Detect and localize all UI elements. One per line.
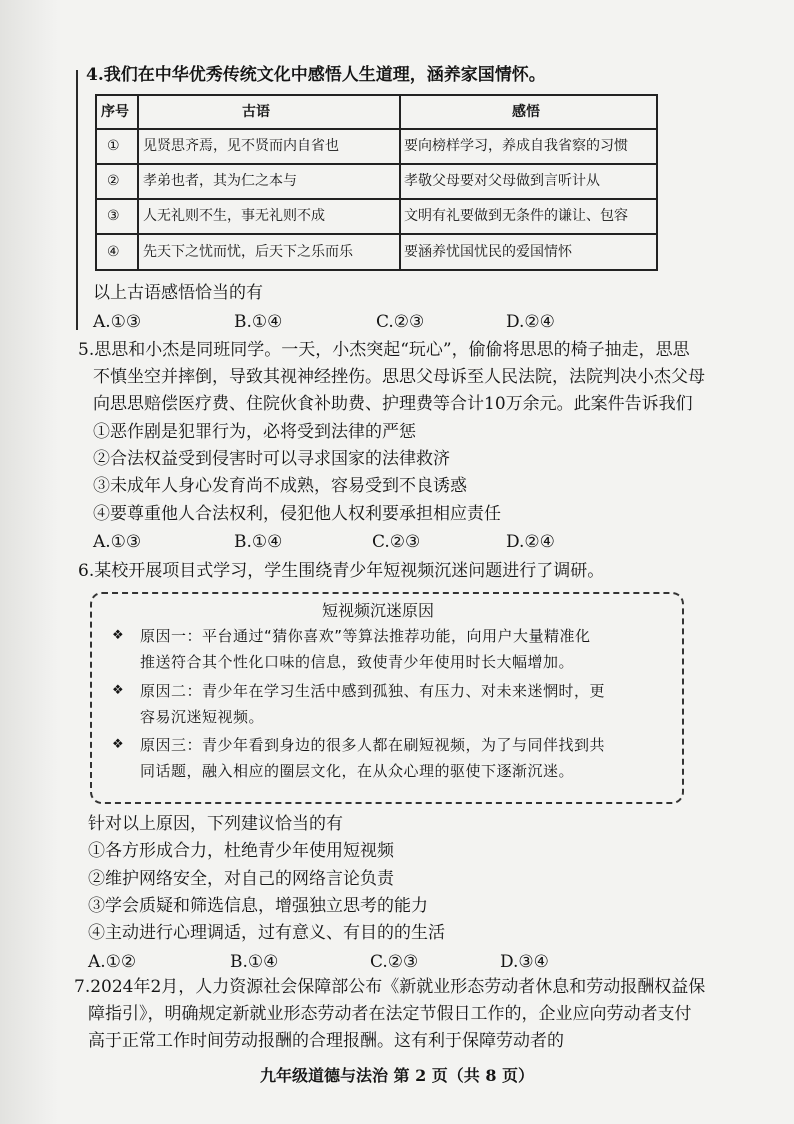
q6-reason-line: 同话题，融入相应的圈层文化，在从众心理的驱使下逐渐沉迷。 (140, 762, 575, 780)
q4-option-d[interactable]: D.②④ (506, 312, 555, 332)
diamond-bullet-icon: ❖ (112, 683, 124, 698)
diamond-bullet-icon: ❖ (112, 628, 124, 643)
table-row-num: ① (107, 138, 120, 154)
q4-stem: 4.我们在中华优秀传统文化中感悟人生道理，涵养家国情怀。 (86, 65, 546, 85)
q5-option-a[interactable]: A.①③ (93, 532, 142, 552)
q6-reasons-box (90, 592, 684, 804)
page-footer: 九年级道德与法治 第 2 页（共 8 页） (259, 1066, 535, 1085)
q7-stem-line: 高于正常工作时间劳动报酬的合理报酬。这有利于保障劳动者的 (88, 1031, 564, 1051)
table-row-num: ④ (107, 244, 120, 260)
q4-question: 以上古语感悟恰当的有 (93, 283, 263, 303)
table-row-quote: 人无礼则不生，事无礼则不成 (143, 208, 325, 224)
q6-statement: ①各方形成合力，杜绝青少年使用短视频 (88, 841, 394, 861)
q6-reason-line: 原因二：青少年在学习生活中感到孤独、有压力、对未来迷惘时，更 (140, 682, 606, 700)
q5-statement: ②合法权益受到侵害时可以寻求国家的法律救济 (93, 449, 450, 469)
q5-statement: ③未成年人身心发育尚不成熟，容易受到不良诱惑 (93, 476, 467, 496)
q6-stem: 6.某校开展项目式学习，学生围绕青少年短视频沉迷问题进行了调研。 (78, 561, 605, 581)
table-row-quote: 孝弟也者，其为仁之本与 (143, 173, 297, 189)
table-row-quote: 见贤思齐焉，见不贤而内自省也 (143, 138, 339, 154)
q6-statement: ④主动进行心理调适，过有意义、有目的的生活 (88, 923, 445, 943)
q4-option-a[interactable]: A.①③ (93, 312, 142, 332)
q6-statement: ③学会质疑和筛选信息，增强独立思考的能力 (88, 896, 428, 916)
table-header-quote: 古语 (242, 104, 270, 120)
diamond-bullet-icon: ❖ (112, 737, 124, 752)
table-row-insight: 孝敬父母要对父母做到言听计从 (404, 173, 600, 189)
q6-reason-line: 推送符合其个性化口味的信息，致使青少年使用时长大幅增加。 (140, 653, 575, 671)
q7-stem-line: 障指引》，明确规定新就业形态劳动者在法定节假日工作的，企业应向劳动者支付 (88, 1004, 692, 1024)
q4-option-c[interactable]: C.②③ (376, 312, 425, 332)
q5-option-d[interactable]: D.②④ (506, 532, 555, 552)
q6-question: 针对以上原因，下列建议恰当的有 (88, 814, 343, 834)
q6-reason-line: 原因一：平台通过“猜你喜欢”等算法推荐功能，向用户大量精准化 (140, 627, 591, 645)
q6-option-b[interactable]: B.①④ (230, 952, 279, 972)
q5-stem-line: 不慎坐空并摔倒，导致其视神经挫伤。思思父母诉至人民法院，法院判决小杰父母 (93, 367, 705, 387)
table-row-num: ② (107, 173, 120, 189)
table-header-insight: 感悟 (512, 104, 540, 120)
q5-option-c[interactable]: C.②③ (372, 532, 421, 552)
q5-statement: ①恶作剧是犯罪行为，必将受到法律的严惩 (93, 422, 416, 442)
q5-statement: ④要尊重他人合法权利，侵犯他人权利要承担相应责任 (93, 504, 501, 524)
table-header-num: 序号 (101, 104, 129, 120)
q6-reason-line: 容易沉迷短视频。 (140, 708, 265, 726)
table-row-insight: 文明有礼要做到无条件的谦让、包容 (404, 208, 628, 224)
q7-stem-line: 7.2024年2月，人力资源社会保障部公布《新就业形态劳动者休息和劳动报酬权益保 (74, 977, 706, 997)
table-row-insight: 要向榜样学习，养成自我省察的习惯 (404, 138, 628, 154)
q4-option-b[interactable]: B.①④ (234, 312, 283, 332)
q5-stem-line: 向思思赔偿医疗费、住院伙食补助费、护理费等合计10万余元。此案件告诉我们 (93, 394, 693, 414)
table-row-num: ③ (107, 208, 120, 224)
table-row-quote: 先天下之忧而忧，后天下之乐而乐 (143, 244, 353, 260)
q6-option-a[interactable]: A.①② (88, 952, 137, 972)
q6-option-d[interactable]: D.③④ (500, 952, 549, 972)
q5-option-b[interactable]: B.①④ (234, 532, 283, 552)
q6-statement: ②维护网络安全，对自己的网络言论负责 (88, 869, 394, 889)
q4-table (95, 94, 658, 271)
table-row-insight: 要涵养忧国忧民的爱国情怀 (404, 244, 572, 260)
q6-box-title: 短视频沉迷原因 (322, 601, 435, 620)
q6-option-c[interactable]: C.②③ (370, 952, 419, 972)
q5-stem-line: 5.思思和小杰是同班同学。一天，小杰突起“玩心”，偷偷将思思的椅子抽走，思思 (78, 340, 690, 360)
q6-reason-line: 原因三：青少年看到身边的很多人都在刷短视频，为了与同伴找到共 (140, 736, 606, 754)
